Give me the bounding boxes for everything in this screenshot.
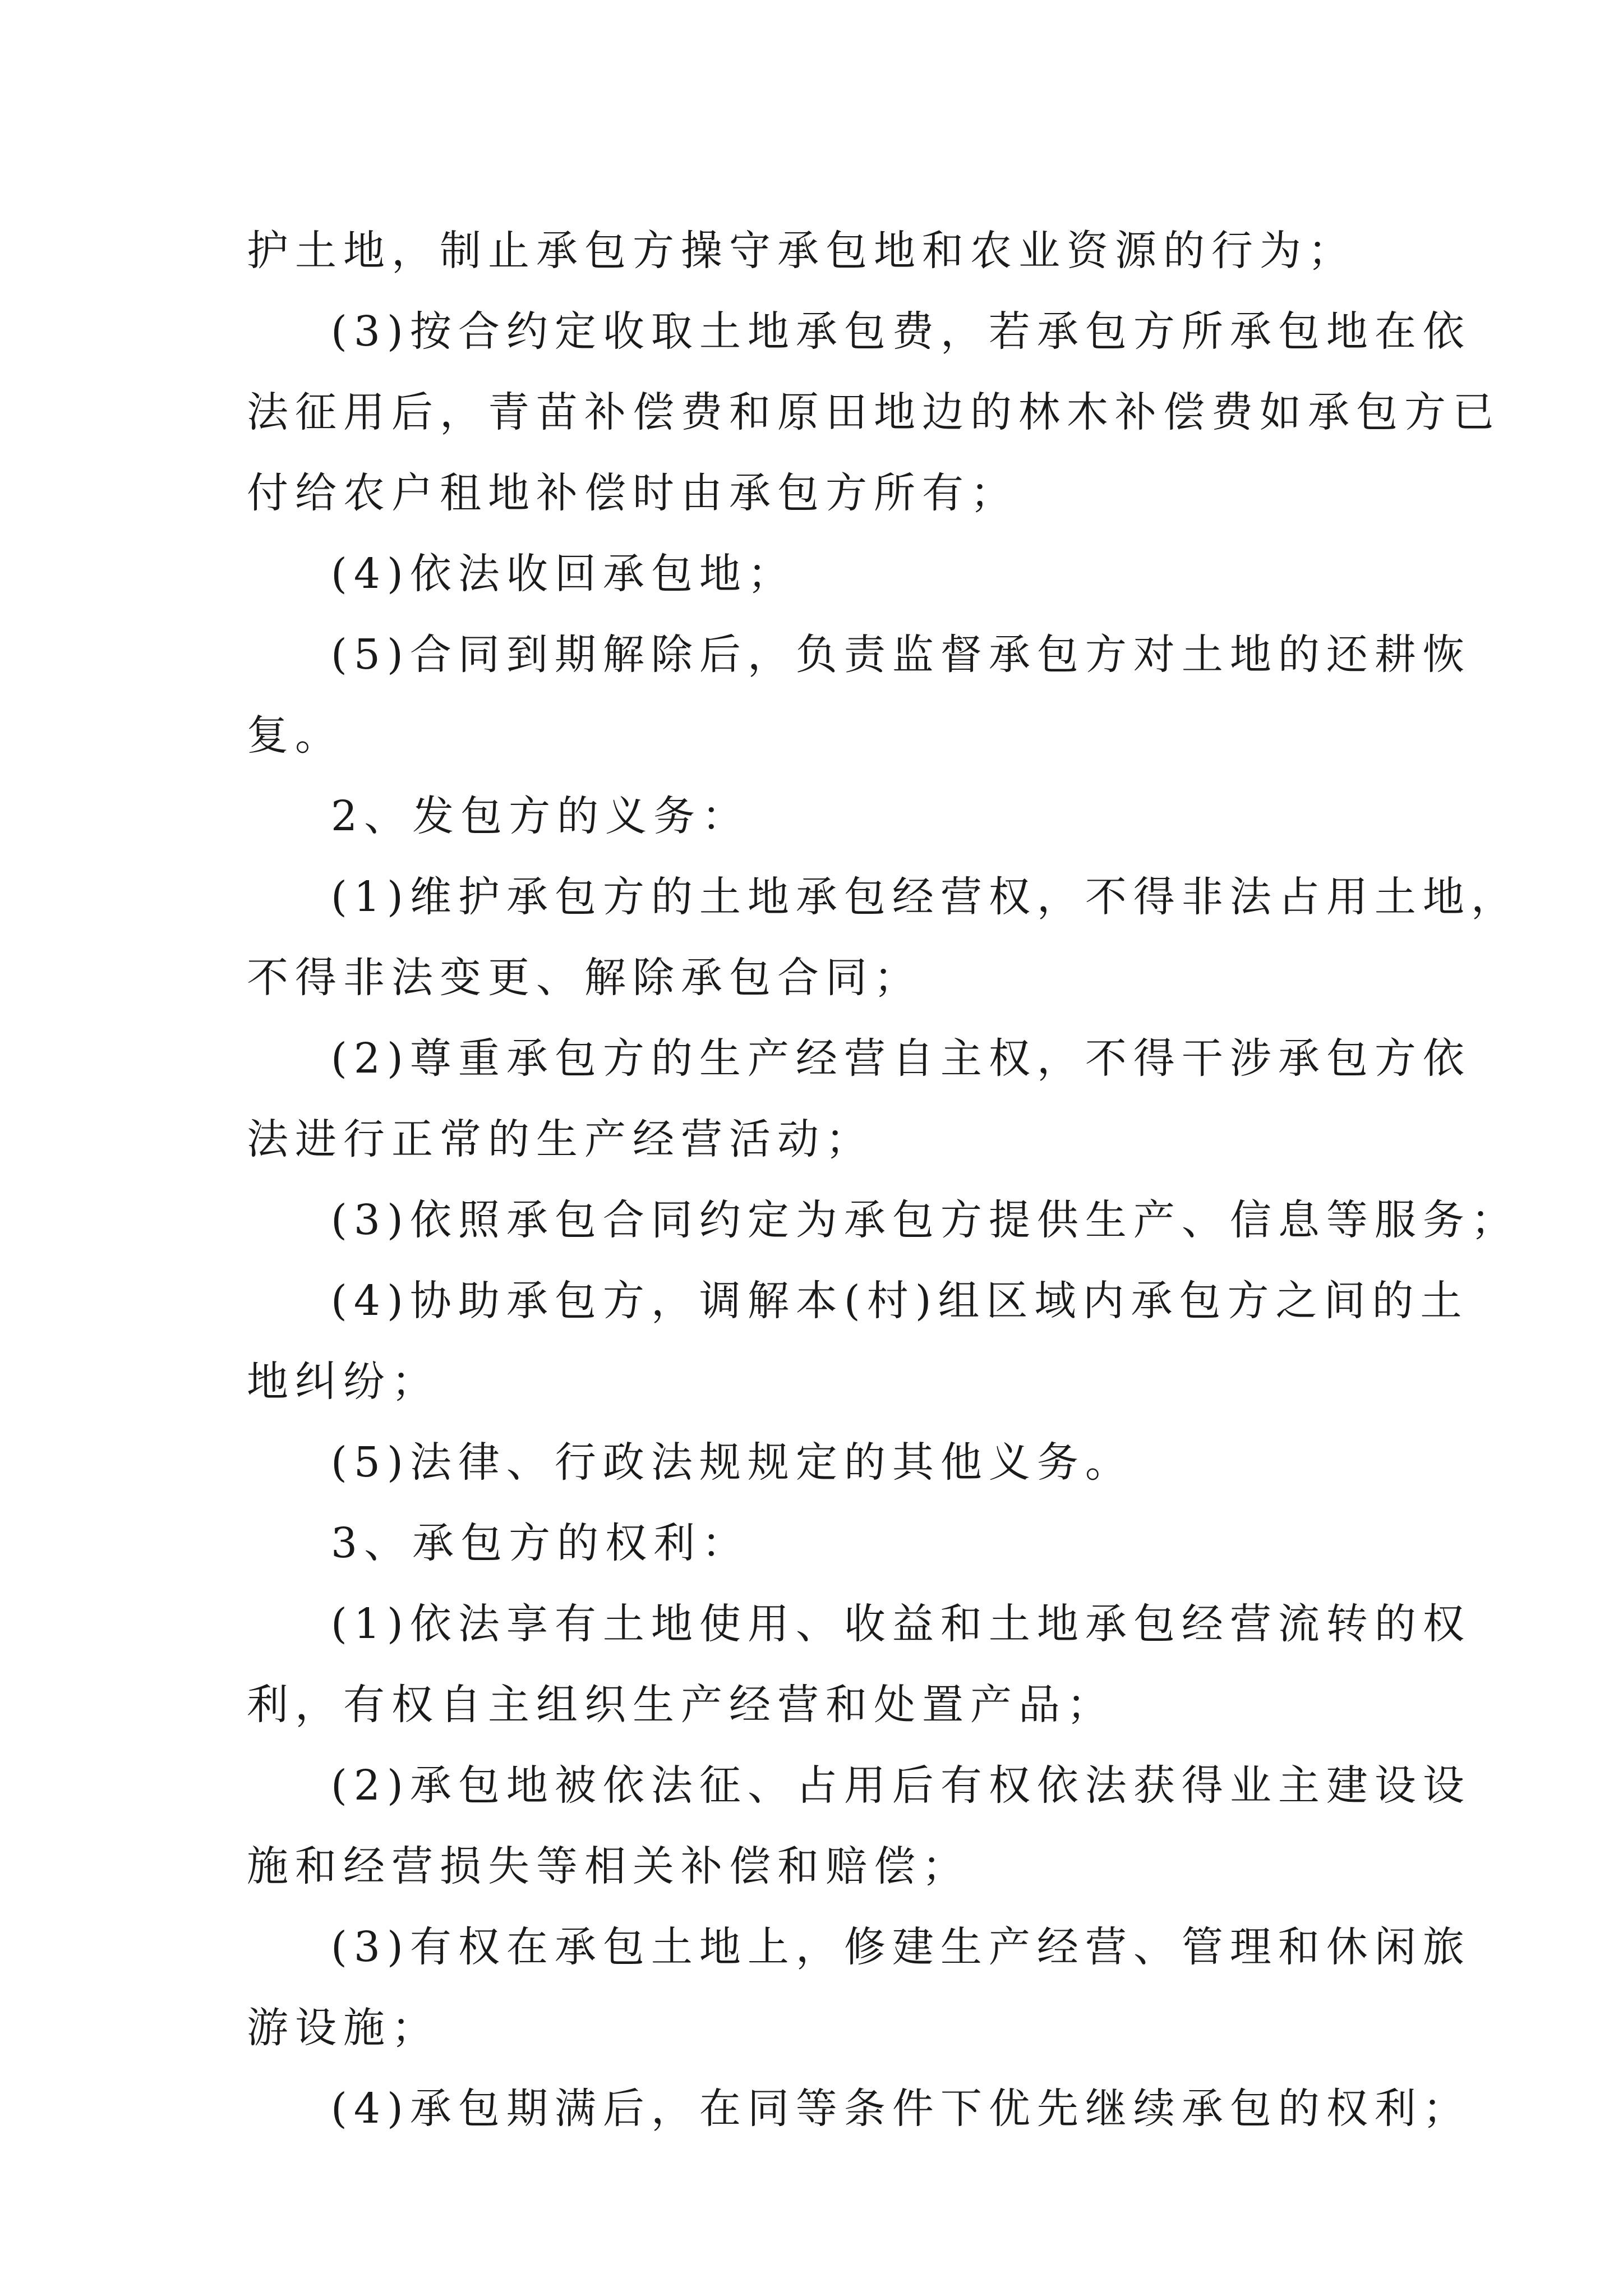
text-line: 护土地，制止承包方操守承包地和农业资源的行为；: [247, 227, 1356, 275]
text-line: (4)依法收回承包地；: [331, 550, 796, 598]
text-line: (2)尊重承包方的生产经营自主权，不得干涉承包方依: [331, 1034, 1471, 1083]
text-line: (2)承包地被依法征、占用后有权依法获得业主建设设: [331, 1761, 1471, 1810]
text-line: (3)按合约定收取土地承包费，若承包方所承包地在依: [331, 307, 1471, 356]
text-line: (4)协助承包方，调解本(村)组区域内承包方之间的土: [331, 1277, 1469, 1325]
text-line: 地纠纷；: [247, 1358, 440, 1406]
text-line: 付给农户租地补偿时由承包方所有；: [247, 469, 1018, 517]
text-line: 不得非法变更、解除承包合同；: [247, 954, 922, 1002]
text-line: 复。: [247, 711, 343, 760]
text-line: 法进行正常的生产经营活动；: [247, 1115, 874, 1163]
section-heading: 3、承包方的权利：: [331, 1519, 750, 1567]
text-line: (1)维护承包方的土地承包经营权，不得非法占用土地，: [331, 873, 1519, 921]
text-line: (3)有权在承包土地上，修建生产经营、管理和休闲旅: [331, 1923, 1471, 1971]
text-line: (4)承包期满后，在同等条件下优先继续承包的权利；: [331, 2085, 1471, 2133]
text-line: (5)合同到期解除后，负责监督承包方对土地的还耕恢: [331, 631, 1471, 679]
text-line: (1)依法享有土地使用、收益和土地承包经营流转的权: [331, 1600, 1471, 1648]
text-line: 游设施；: [247, 2004, 440, 2052]
text-line: 利，有权自主组织生产经营和处置产品；: [247, 1681, 1115, 1729]
text-line: (5)法律、行政法规规定的其他义务。: [331, 1438, 1133, 1487]
document-body: [247, 210, 1519, 2149]
section-heading: 2、发包方的义务：: [331, 792, 750, 840]
text-line: 施和经营损失等相关补偿和赔偿；: [247, 1842, 970, 1890]
text-line: (3)依照承包合同约定为承包方提供生产、信息等服务；: [331, 1196, 1519, 1244]
text-line: 法征用后，青苗补偿费和原田地边的林木补偿费如承包方已: [247, 388, 1501, 436]
